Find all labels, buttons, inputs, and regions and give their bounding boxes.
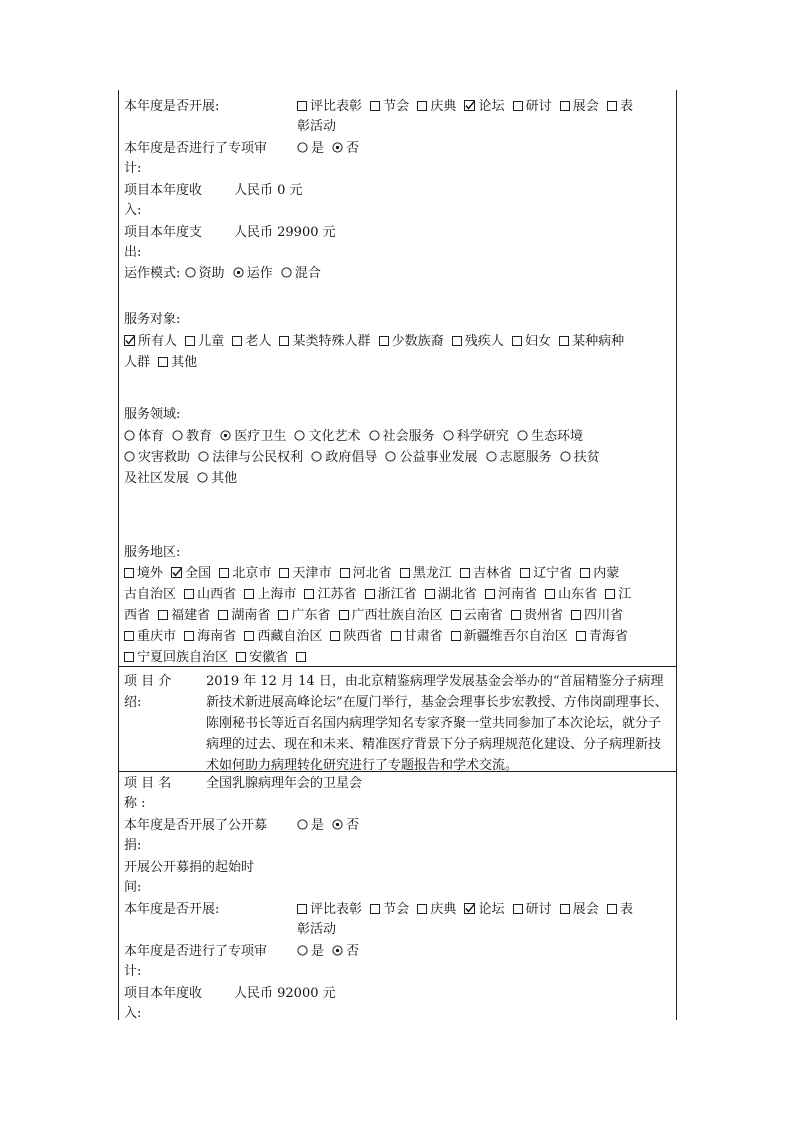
radio-icon[interactable] (385, 451, 396, 462)
region-option: 天津市 (292, 566, 332, 581)
radio-selected-icon[interactable] (220, 430, 231, 441)
radio-icon[interactable] (124, 430, 135, 441)
intro-label: 项 目 介 (124, 674, 172, 689)
radio-icon[interactable] (281, 267, 292, 278)
project-name-label: 项 目 名 (124, 776, 172, 791)
region-option: 湖北省 (437, 587, 477, 602)
checkbox-icon[interactable] (580, 568, 590, 578)
checkbox-icon[interactable] (545, 589, 555, 599)
target-option: 少数族裔 (391, 334, 444, 349)
target-option: 妇女 (524, 334, 551, 349)
activities-options (297, 97, 671, 117)
target-option: 老人 (245, 334, 272, 349)
radio-selected-icon[interactable] (332, 945, 343, 956)
service-field-label: 服务领域: (124, 407, 181, 422)
region-option-continued: 古自治区 (124, 587, 177, 602)
checkbox-icon[interactable] (184, 631, 194, 641)
checkbox-icon[interactable] (304, 589, 314, 599)
region-option: 黑龙江 (412, 566, 452, 581)
activity-option: 论坛 (478, 99, 505, 114)
activity-option: 庆典 (430, 902, 457, 917)
checkbox-icon[interactable] (158, 610, 168, 620)
region-option: 浙江省 (377, 587, 417, 602)
income-label-cont: 入: (124, 203, 142, 218)
fundraise-no-label: 否 (346, 818, 360, 833)
income-label-cont: 入: (124, 1006, 142, 1021)
region-options-4 (124, 627, 671, 647)
checkbox-icon[interactable] (297, 101, 307, 111)
checkbox-icon[interactable] (512, 336, 522, 346)
activity-option: 展会 (572, 902, 599, 917)
target-option: 残疾人 (464, 334, 504, 349)
checked-checkbox-icon[interactable] (171, 567, 182, 578)
activity-option: 研讨 (525, 902, 552, 917)
radio-icon[interactable] (297, 819, 308, 830)
region-option-continued: 西省 (124, 608, 151, 623)
checkbox-icon[interactable] (279, 568, 289, 578)
radio-icon[interactable] (486, 451, 497, 462)
region-option: 福建省 (171, 608, 211, 623)
field-option: 体育 (138, 429, 165, 444)
checkbox-icon[interactable] (370, 904, 380, 914)
region-option: 河南省 (497, 587, 537, 602)
activity-option: 论坛 (478, 902, 505, 917)
region-option: 河北省 (352, 566, 392, 581)
table-left-border (118, 90, 119, 1020)
project-description: 2019 年 12 月 14 日，由北京精鉴病理学发展基金会举办的“首届精鉴分子病理新技术新进展高峰论坛”在厦门举行，基金会理事长步宏教授、方伟岗副理事长、陈刚秘书长等近百名国内病理学知名专家齐聚一堂共同参加了本次论坛，就分子病理的过去、现在和未来、精准医疗背景下分子病理规范化建设、分子病理新技术如何助力病理转化研究进行了专题报告和学术交流。 (206, 674, 668, 773)
project-table (118, 90, 677, 1020)
region-option: 全国 (185, 566, 212, 581)
activity-option: 节会 (383, 99, 410, 114)
checkbox-icon[interactable] (425, 589, 435, 599)
checkbox-icon[interactable] (365, 589, 375, 599)
field-option: 科学研究 (456, 429, 509, 444)
field-option: 法律与公民权利 (212, 450, 304, 465)
checked-checkbox-icon[interactable] (124, 335, 135, 346)
checkbox-icon[interactable] (184, 589, 194, 599)
radio-selected-icon[interactable] (332, 142, 343, 153)
target-option: 所有人 (138, 334, 178, 349)
checkbox-icon[interactable] (339, 610, 349, 620)
activities-label: 本年度是否开展: (124, 902, 220, 917)
service-field-options (124, 427, 671, 447)
checkbox-icon[interactable] (451, 610, 461, 620)
mode-option: 资助 (198, 266, 225, 281)
checkbox-icon[interactable] (520, 568, 530, 578)
public-fundraising-label: 本年度是否开展了公开募 (124, 818, 268, 833)
activity-option: 表 (619, 99, 633, 114)
radio-selected-icon[interactable] (332, 819, 343, 830)
radio-icon[interactable] (294, 430, 305, 441)
region-option: 境外 (137, 566, 164, 581)
checkbox-icon[interactable] (279, 336, 289, 346)
checkbox-icon[interactable] (560, 904, 570, 914)
checkbox-icon[interactable] (124, 631, 134, 641)
checkbox-icon[interactable] (417, 101, 427, 111)
checkbox-icon[interactable] (124, 568, 134, 578)
checkbox-icon[interactable] (370, 101, 380, 111)
activity-option: 评比表彰 (310, 902, 363, 917)
audit-yes-label: 是 (311, 141, 325, 156)
target-option-continued: 人群 (124, 355, 151, 370)
audit-label-cont: 计: (124, 964, 142, 979)
region-option: 青海省 (588, 629, 628, 644)
checkbox-icon[interactable] (379, 336, 389, 346)
checked-checkbox-icon[interactable] (464, 903, 475, 914)
region-option: 吉林省 (472, 566, 512, 581)
radio-icon[interactable] (197, 472, 208, 483)
checkbox-icon[interactable] (244, 589, 254, 599)
radio-icon[interactable] (124, 451, 135, 462)
region-option: 江苏省 (317, 587, 357, 602)
activity-option-continued: 彰活动 (297, 119, 337, 134)
income-value: 人民币 0 元 (234, 183, 303, 198)
radio-icon[interactable] (172, 430, 183, 441)
mode-option: 混合 (294, 266, 321, 281)
target-option: 某类特殊人群 (292, 334, 371, 349)
checkbox-icon[interactable] (417, 904, 427, 914)
region-options-5 (124, 648, 671, 668)
region-option: 西藏自治区 (257, 629, 323, 644)
field-option: 政府倡导 (325, 450, 378, 465)
region-option: 辽宁省 (533, 566, 573, 581)
region-option: 云南省 (463, 608, 503, 623)
checkbox-icon[interactable] (297, 904, 307, 914)
checkbox-icon[interactable] (511, 610, 521, 620)
field-option: 其他 (211, 471, 238, 486)
target-option: 儿童 (198, 334, 225, 349)
checkbox-icon[interactable] (236, 652, 246, 662)
checkbox-icon[interactable] (607, 904, 617, 914)
field-option: 社会服务 (382, 429, 435, 444)
checkbox-icon[interactable] (571, 610, 581, 620)
region-option: 陕西省 (343, 629, 383, 644)
service-field-options-3 (124, 469, 671, 489)
region-option: 广西壮族自治区 (351, 608, 443, 623)
income-value: 人民币 92000 元 (234, 986, 336, 1001)
public-fundraising-options (297, 816, 671, 836)
field-option: 公益事业发展 (399, 450, 478, 465)
audit-options (297, 942, 671, 962)
checkbox-icon[interactable] (452, 336, 462, 346)
checkbox-icon[interactable] (185, 336, 195, 346)
audit-no-label: 否 (346, 944, 360, 959)
region-option: 内蒙 (593, 566, 620, 581)
fundraising-start-label: 开展公开募捐的起始时 (124, 860, 255, 875)
checkbox-icon[interactable] (605, 589, 615, 599)
public-fundraising-label-cont: 捐: (124, 838, 142, 853)
radio-icon[interactable] (185, 267, 196, 278)
checkbox-icon[interactable] (485, 589, 495, 599)
operation-mode-label: 运作模式: (124, 266, 181, 281)
region-option: 山东省 (558, 587, 598, 602)
region-option: 新疆维吾尔自治区 (463, 629, 568, 644)
field-option: 教育 (186, 429, 213, 444)
checkbox-icon[interactable] (340, 568, 350, 578)
income-label: 项目本年度收 (124, 986, 203, 1001)
target-option: 其他 (171, 355, 198, 370)
checkbox-icon[interactable] (124, 652, 134, 662)
region-option: 重庆市 (137, 629, 177, 644)
fundraise-yes-label: 是 (311, 818, 325, 833)
activity-option: 表 (619, 902, 633, 917)
field-option: 灾害救助 (138, 450, 191, 465)
activity-option: 庆典 (430, 99, 457, 114)
radio-icon[interactable] (517, 430, 528, 441)
checkbox-icon[interactable] (330, 631, 340, 641)
checkbox-icon[interactable] (296, 652, 306, 662)
field-option: 文化艺术 (308, 429, 361, 444)
activity-option: 展会 (572, 99, 599, 114)
region-option: 上海市 (257, 587, 297, 602)
audit-yes-label: 是 (311, 944, 325, 959)
region-options-2 (124, 585, 671, 605)
radio-icon[interactable] (297, 945, 308, 956)
activity-option: 研讨 (525, 99, 552, 114)
expense-label-cont: 出: (124, 245, 142, 260)
field-option-continued: 及社区发展 (124, 471, 190, 486)
checkbox-icon[interactable] (559, 336, 569, 346)
activities-options (297, 900, 671, 920)
checked-checkbox-icon[interactable] (464, 100, 475, 111)
checkbox-icon[interactable] (244, 631, 254, 641)
region-option: 山西省 (197, 587, 237, 602)
intro-label-cont: 绍: (124, 695, 142, 710)
table-right-border (676, 90, 677, 1020)
audit-no-label: 否 (346, 141, 360, 156)
checkbox-icon[interactable] (219, 568, 229, 578)
region-options-3 (124, 606, 671, 626)
region-option: 四川省 (584, 608, 624, 623)
income-label: 项目本年度收 (124, 183, 203, 198)
checkbox-icon[interactable] (513, 904, 523, 914)
checkbox-icon[interactable] (232, 336, 242, 346)
field-option: 生态环境 (530, 429, 583, 444)
project-name-label-cont: 称 : (124, 796, 146, 811)
service-region-label: 服务地区: (124, 545, 181, 560)
mode-option: 运作 (246, 266, 273, 281)
region-option: 安徽省 (249, 650, 289, 665)
audit-options (297, 139, 671, 159)
radio-selected-icon[interactable] (233, 267, 244, 278)
radio-icon[interactable] (297, 142, 308, 153)
region-option: 江 (618, 587, 632, 602)
checkbox-icon[interactable] (451, 631, 461, 641)
audit-label: 本年度是否进行了专项审 (124, 944, 268, 959)
field-option: 志愿服务 (499, 450, 552, 465)
checkbox-icon[interactable] (391, 631, 401, 641)
service-target-options (124, 332, 671, 352)
checkbox-icon[interactable] (400, 568, 410, 578)
region-options-1 (124, 564, 671, 584)
radio-icon[interactable] (369, 430, 380, 441)
radio-icon[interactable] (198, 451, 209, 462)
checkbox-icon[interactable] (576, 631, 586, 641)
checkbox-icon[interactable] (158, 357, 168, 367)
region-option: 广东省 (291, 608, 331, 623)
audit-label: 本年度是否进行了专项审 (124, 141, 268, 156)
checkbox-icon[interactable] (607, 101, 617, 111)
service-target-label: 服务对象: (124, 312, 181, 327)
checkbox-icon[interactable] (278, 610, 288, 620)
target-option: 某种病种 (572, 334, 625, 349)
operation-mode-row (124, 264, 671, 284)
fundraising-start-label-cont: 间: (124, 880, 142, 895)
project-name-value: 全国乳腺病理年会的卫星会 (206, 776, 363, 791)
checkbox-icon[interactable] (460, 568, 470, 578)
audit-label-cont: 计: (124, 161, 142, 176)
activities-label: 本年度是否开展: (124, 99, 220, 114)
expense-label: 项目本年度支 (124, 225, 203, 240)
checkbox-icon[interactable] (513, 101, 523, 111)
checkbox-icon[interactable] (560, 101, 570, 111)
checkbox-icon[interactable] (218, 610, 228, 620)
expense-value: 人民币 29900 元 (234, 225, 336, 240)
field-option: 医疗卫生 (234, 429, 287, 444)
region-option: 海南省 (197, 629, 237, 644)
region-option: 湖南省 (231, 608, 271, 623)
activity-option: 节会 (383, 902, 410, 917)
service-target-options-cont (124, 353, 671, 373)
radio-icon[interactable] (443, 430, 454, 441)
region-option: 北京市 (232, 566, 272, 581)
service-field-options-2 (124, 448, 671, 468)
region-option: 宁夏回族自治区 (137, 650, 229, 665)
field-option: 扶贫 (573, 450, 600, 465)
radio-icon[interactable] (560, 451, 571, 462)
radio-icon[interactable] (311, 451, 322, 462)
region-option: 贵州省 (523, 608, 563, 623)
activity-option: 评比表彰 (310, 99, 363, 114)
region-option: 甘肃省 (403, 629, 443, 644)
activity-option-continued: 彰活动 (297, 922, 337, 937)
